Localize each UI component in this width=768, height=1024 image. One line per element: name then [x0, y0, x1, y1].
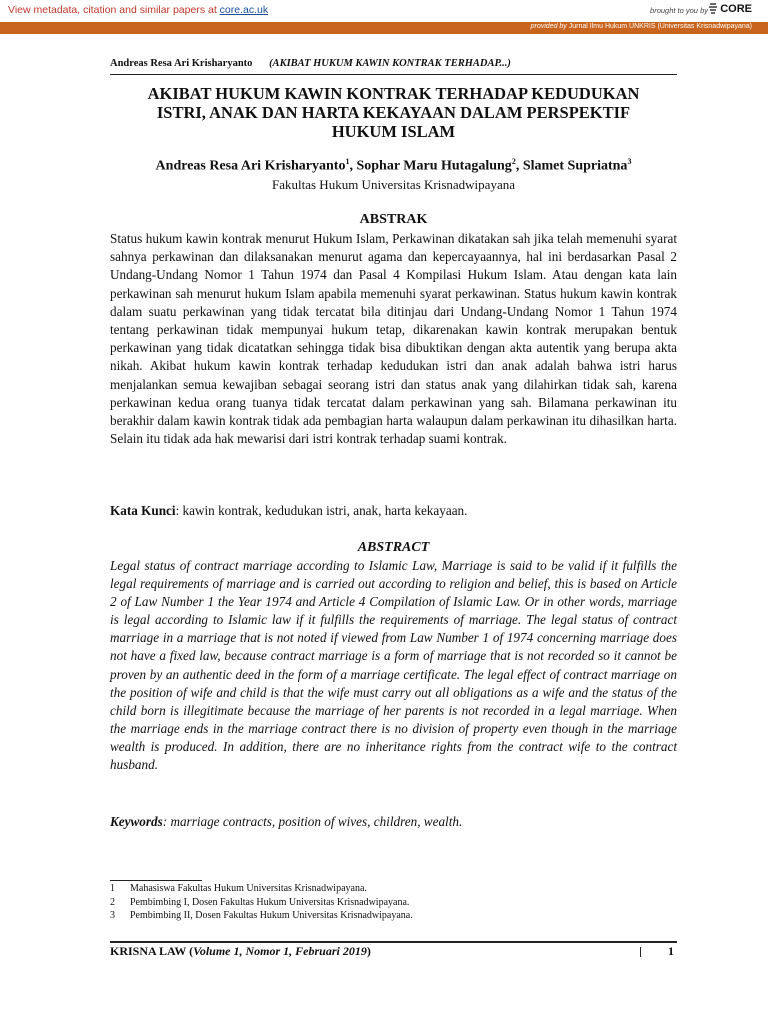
author-name: Sophar Maru Hutagalung [356, 158, 512, 174]
footnote [110, 896, 677, 910]
provided-prefix: provided by [530, 23, 567, 30]
footnote [110, 882, 677, 896]
title-line: AKIBAT HUKUM KAWIN KONTRAK TERHADAP KEDUDUKAN [147, 84, 640, 103]
running-head [110, 58, 511, 69]
footnote-number: 3 [110, 910, 115, 921]
core-banner [0, 0, 768, 23]
footer-separator [640, 947, 641, 957]
journal-citation [110, 944, 371, 959]
brought-to-you-text: brought to you by [650, 6, 708, 15]
author-name: Slamet Supriatna [522, 158, 628, 174]
footnote-number: 1 [110, 883, 115, 894]
footnote-text: Pembimbing I, Dosen Fakultas Hukum Universitas Krisnadwipayana. [130, 896, 410, 908]
affiliation: Fakultas Hukum Universitas Krisnadwipayana [272, 177, 515, 192]
footnotes [110, 882, 677, 923]
header-rule [110, 74, 677, 75]
kata-kunci [110, 503, 677, 519]
footnote-rule [110, 880, 202, 881]
author-sup: 1 [345, 157, 350, 166]
journal-volume: Volume 1, Nomor 1, Februari 2019 [193, 944, 367, 958]
footnote-number: 2 [110, 896, 115, 908]
footnote [110, 909, 677, 923]
core-logo-text: CORE [720, 3, 752, 15]
core-link[interactable]: core.ac.uk [219, 4, 269, 16]
keywords [110, 814, 677, 830]
author-sep: , [515, 158, 523, 174]
abstract-body: Legal status of contract marriage according to Islamic Law, Marriage is said to be valid if it fulfills the legal requirements of marriage and is carried out according to religion and belief, this is based on Article 2 of Law Number 1 the Year 1974 and Article 4 Compilation of Islamic Law. Or in other words, marriage is legal according to Islamic law if it fulfills the requirements of marriage. The legal status of contract marriage in a marriage that is not noted if viewed from Law Number 1 of 1974 concerning marriage does not have a fixed law, because contract marriage is a form of marriage that is not recorded so it cannot be proven by an authentic deed in the form of a marriage certificate. The legal effect of contract marriage on the position of wife and child is that the wife must carry out all obligations as a wife and the status of the child born is illegitimate because the marriage of her parents is not recorded in a legal marriage. When the marriage ends in the marriage contract there is no division of property even though in the marriage wealth is produced. In addition, there are no inheritance rights from the contract wife to the contract husband. [110, 558, 677, 773]
provided-source: Jurnal Ilmu Hukum UNKRIS (Universitas Krisnadwipayana) [568, 23, 752, 30]
provided-by-text [531, 23, 752, 30]
title-line: HUKUM ISLAM [331, 122, 456, 141]
abstrak-body: Status hukum kawin kontrak menurut Hukum Islam, Perkawinan dikatakan sah jika telah memenuhi syarat sahnya perkawinan dan dilaksanakan menurut agama dan kepercayaannya, hal ini berdasarkan Pasal 2 Undang-Undang Nomor 1 Tahun 1974 dan Pasal 4 Kompilasi Hukum Islam. Atau dengan kata lain perkawinan sah menurut hukum Islam apabila memenuhi syarat perkawinan. Status hukum kawin kontrak dalam suatu perkawinan yang tidak tercatat bila ditinjau dari Undang-Undang Nomor 1 Tahun 1974 tentang perkawinan tidak mempunyai hukum tetap, dikarenakan kawin kontrak merupakan bentuk perkawinan yang tidak dicatatkan sehingga tidak bisa dibuktikan dengan akta autentik yang berupa akta nikah. Akibat hukum kawin kontrak terhadap kedudukan istri dan anak adalah bahwa istri harus menjalankan semua kewajiban sebagai seorang istri dan status anak yang dilahirkan tidak sah, karena perkawinan kedua orang tuanya tidak tercatat dalam perkawinan yang sah. Bilamana perkawinan itu berakhir dalam kawin kontrak tidak ada pembagian harta walaupun dalam perkawinan itu dihasilkan harta. Selain itu tidak ada hak mewarisi dari istri kontrak terhadap suami kontrak. [110, 231, 677, 447]
core-metadata-line [8, 4, 268, 16]
author-sup: 2 [511, 157, 516, 166]
core-view-text: View metadata, citation and similar papers at [8, 4, 217, 16]
kata-kunci-text: : kawin kontrak, kedudukan istri, anak, harta kekayaan. [175, 503, 468, 518]
footnote-text: Mahasiswa Fakultas Hukum Universitas Krisnadwipayana. [130, 883, 367, 894]
journal-name: KRISNA LAW ( [110, 944, 194, 958]
author-sep: , [349, 158, 357, 174]
running-head-author: Andreas Resa Ari Krisharyanto [110, 58, 253, 69]
footnote-text: Pembimbing II, Dosen Fakultas Hukum Universitas Krisnadwipayana. [130, 910, 413, 921]
author-sup: 3 [627, 157, 632, 166]
title-line: ISTRI, ANAK DAN HARTA KEKAYAAN DALAM PERSPEKTIF [156, 103, 631, 122]
paper-title [110, 84, 677, 141]
keywords-label: Keywords [110, 814, 163, 829]
kata-kunci-label: Kata Kunci [110, 503, 176, 518]
author-name: Andreas Resa Ari Krisharyanto [155, 158, 346, 174]
running-head-title: (AKIBAT HUKUM KAWIN KONTRAK TERHADAP...) [269, 58, 511, 69]
keywords-text: : marriage contracts, position of wives, children, wealth. [162, 814, 463, 829]
page-number: 1 [668, 944, 674, 958]
journal-close: ) [366, 944, 371, 958]
core-logo-icon [708, 3, 718, 15]
provided-by-bar [0, 22, 768, 34]
core-logo[interactable] [708, 3, 752, 15]
abstract-heading: ABSTRACT [357, 540, 430, 555]
author-list [110, 157, 677, 175]
abstrak-heading: ABSTRAK [359, 212, 428, 227]
footer-rule [110, 941, 677, 943]
